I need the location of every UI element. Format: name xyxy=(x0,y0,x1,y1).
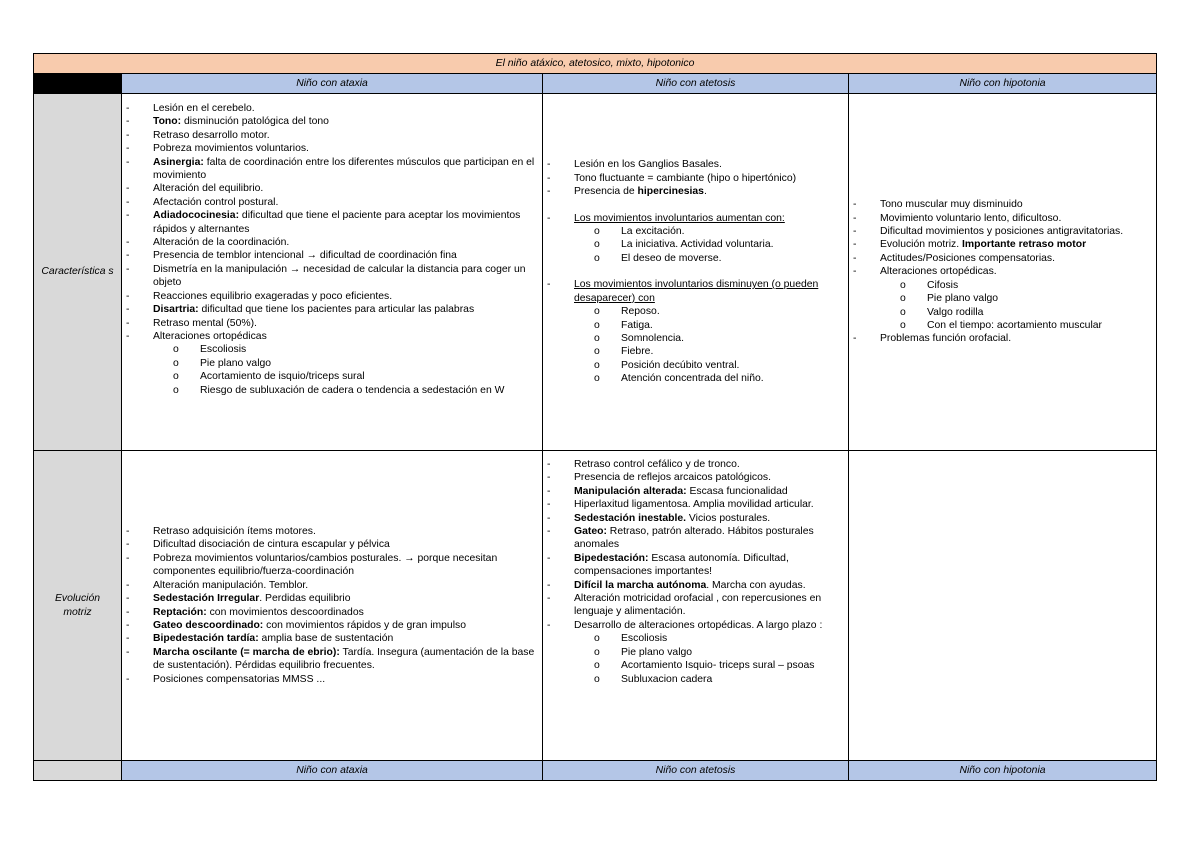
list-item xyxy=(126,592,538,605)
item-text: Tono muscular muy disminuido xyxy=(880,199,1023,211)
sub-list-item: o Fatiga. xyxy=(594,319,844,332)
footer-corner xyxy=(34,761,122,781)
item-text: dificultad que tiene los pacientes para articular las palabras xyxy=(198,304,475,316)
item-text: Actitudes/Posiciones compensatorias. xyxy=(880,252,1055,264)
sub-list-item: o Pie plano valgo xyxy=(900,292,1152,305)
sub-list-item: o Escoliosis xyxy=(173,343,538,356)
item-text: Movimiento voluntario lento, dificultoso. xyxy=(880,212,1062,224)
list-item xyxy=(126,156,538,183)
item-text: Presencia de temblor intencional → dificultad de coordinación fina xyxy=(153,250,457,262)
list-item xyxy=(126,115,538,128)
item-text: Los movimientos involuntarios aumentan con: xyxy=(574,212,785,224)
item-text: Pobreza movimientos voluntarios. xyxy=(153,143,309,155)
item-text: dificultad que tiene el paciente para aceptar los movimientos rápidos y alternantes xyxy=(153,210,521,235)
sub-list xyxy=(574,632,844,686)
item-text: Tono fluctuante = cambiante (hipo o hipertónico) xyxy=(574,172,797,184)
item-text: Lesión en el cerebelo. xyxy=(153,103,255,114)
sub-list-item: o Posición decúbito ventral. xyxy=(594,359,844,372)
list-item xyxy=(853,225,1152,238)
item-text: Alteración motricidad orofacial , con repercusiones en lenguaje y alimentación. xyxy=(574,593,822,618)
bold-text: hipercinesias xyxy=(637,186,704,198)
comparison-table xyxy=(33,53,1157,781)
list-item xyxy=(547,525,844,552)
row-label-text: Característica s xyxy=(41,266,114,278)
list-item xyxy=(547,278,844,385)
footer-hipotonia: Niño con hipotonia xyxy=(849,761,1157,781)
sub-list-item: o Con el tiempo: acortamiento muscular xyxy=(900,319,1152,332)
list-item xyxy=(126,673,538,686)
bold-text: Sedestación inestable. xyxy=(574,512,687,524)
list-item xyxy=(853,212,1152,225)
bold-text: Bipedestación: xyxy=(574,552,649,564)
item-text: . Perdidas equilibrio xyxy=(259,593,351,605)
list-item xyxy=(853,252,1152,265)
list-evol-atetosis xyxy=(547,458,844,686)
item-text: Desarrollo de alteraciones ortopédicas. A largo plazo : xyxy=(574,619,823,631)
list-caract-ataxia xyxy=(126,102,538,397)
list-item xyxy=(547,485,844,498)
list-caract-hipotonia xyxy=(853,198,1152,345)
item-text: Evolución motriz. xyxy=(880,239,962,251)
cell-caract-atetosis xyxy=(543,94,849,451)
list-item xyxy=(547,212,844,266)
sub-list xyxy=(880,279,1152,333)
item-text: disminución patológica del tono xyxy=(181,116,329,128)
list-item xyxy=(547,471,844,484)
row-label-text: Evolución motriz xyxy=(54,593,101,618)
sub-list-item: o Atención concentrada del niño. xyxy=(594,372,844,385)
list-item xyxy=(126,209,538,236)
item-text: Alteración del equilibrio. xyxy=(153,183,264,195)
list-item xyxy=(547,498,844,511)
sub-list-item: o Fiebre. xyxy=(594,345,844,358)
item-text: Retraso desarrollo motor. xyxy=(153,129,270,141)
list-item xyxy=(126,606,538,619)
list-item xyxy=(547,552,844,579)
item-text: Alteración de la coordinación. xyxy=(153,237,290,249)
sub-list-item: o Riesgo de subluxación de cadera o tendencia a sedestación en W xyxy=(173,384,538,397)
item-text: Pobreza movimientos voluntarios/cambios posturales. → porque necesitan componentes equilibrio/fuerza-coordinación xyxy=(153,552,498,578)
title-row xyxy=(34,54,1157,74)
list-item xyxy=(853,265,1152,332)
sub-list-item: o Pie plano valgo xyxy=(173,357,538,370)
item-text: Dificultad disociación de cintura escapular y pélvica xyxy=(153,539,390,551)
bold-text: Difícil la marcha autónoma xyxy=(574,579,707,591)
list-item xyxy=(547,458,844,471)
item-text: Alteración manipulación. Temblor. xyxy=(153,579,309,591)
sub-list xyxy=(574,305,844,385)
cell-evol-hipotonia xyxy=(849,451,1157,761)
sub-list-item: o Pie plano valgo xyxy=(594,646,844,659)
list-item xyxy=(126,317,538,330)
bold-text: Reptación: xyxy=(153,606,207,618)
list-item xyxy=(853,332,1152,345)
item-text: Vicios posturales. xyxy=(686,512,771,524)
list-item xyxy=(853,238,1152,251)
list-item xyxy=(853,198,1152,211)
sub-list xyxy=(574,225,844,265)
item-text: Afectación control postural. xyxy=(153,196,279,208)
list-caract-atetosis xyxy=(547,158,844,385)
list-item xyxy=(547,579,844,592)
list-item xyxy=(126,236,538,249)
bold-text: Adiadococinesia: xyxy=(153,210,240,222)
item-text: Presencia de reflejos arcaicos patológicos. xyxy=(574,472,771,484)
item-text: Lesión en los Ganglios Basales. xyxy=(574,159,722,171)
bold-text: Tono: xyxy=(153,116,182,128)
sub-list-item: o El deseo de moverse. xyxy=(594,252,844,265)
list-item xyxy=(126,196,538,209)
footer-row xyxy=(34,761,1157,781)
list-item xyxy=(126,538,538,551)
item-text: . Marcha con ayudas. xyxy=(706,579,806,591)
bold-text: Disartria: xyxy=(153,304,199,316)
list-item xyxy=(547,172,844,185)
list-item xyxy=(126,249,538,262)
bold-text: Manipulación alterada: xyxy=(574,485,687,497)
header-hipotonia: Niño con hipotonia xyxy=(849,74,1157,94)
list-item xyxy=(126,142,538,155)
list-item xyxy=(547,619,844,686)
cell-evol-atetosis xyxy=(543,451,849,761)
sub-list-item: o Escoliosis xyxy=(594,632,844,645)
list-item xyxy=(126,632,538,645)
document-table xyxy=(33,53,1156,781)
item-text: Escasa autonomía. Dificultad, compensaciones importantes! xyxy=(574,552,789,578)
list-item xyxy=(126,552,538,579)
list-item xyxy=(126,303,538,316)
row-label-evolucion xyxy=(34,451,122,761)
item-text: Retraso mental (50%). xyxy=(153,317,257,329)
item-text: Dificultad movimientos y posiciones antigravitatorias. xyxy=(880,226,1124,238)
list-item xyxy=(126,102,538,115)
cell-caract-ataxia xyxy=(122,94,543,451)
list-item xyxy=(547,185,844,198)
item-text: . xyxy=(703,186,707,198)
row-caracteristicas xyxy=(34,94,1157,451)
item-text: Posiciones compensatorias MMSS ... xyxy=(153,673,326,685)
item-text: Alteraciones ortopédicas xyxy=(153,330,267,342)
cell-caract-hipotonia xyxy=(849,94,1157,451)
list-item xyxy=(126,182,538,195)
table-title: El niño atáxico, atetosico, mixto, hipotonico xyxy=(34,54,1157,74)
item-text: Tardía. Insegura (aumentación de la base de sustentación). Pérdidas equilibrio frecuentes. xyxy=(153,646,535,672)
sub-list-item: o La iniciativa. Actividad voluntaria. xyxy=(594,238,844,251)
list-item xyxy=(547,592,844,619)
bold-text: Marcha oscilante (= marcha de ebrio): xyxy=(153,646,340,658)
bold-text: Sedestación Irregular xyxy=(153,593,260,605)
sub-list-item: o Valgo rodilla xyxy=(900,306,1152,319)
bold-text: Asinergia: xyxy=(153,156,204,168)
bold-text: Importante retraso motor xyxy=(962,239,1087,251)
list-item xyxy=(547,512,844,525)
item-text: con movimientos descoordinados xyxy=(206,606,364,618)
item-text: Retraso adquisición ítems motores. xyxy=(153,526,316,538)
row-evolucion xyxy=(34,451,1157,761)
item-text: Hiperlaxitud ligamentosa. Amplia movilidad articular. xyxy=(574,499,814,511)
item-text: Los movimientos involuntarios disminuyen (o pueden desaparecer) con xyxy=(574,279,819,304)
header-ataxia: Niño con ataxia xyxy=(122,74,543,94)
list-item xyxy=(126,579,538,592)
sub-list-item: o Acortamiento de isquio/triceps sural xyxy=(173,370,538,383)
row-label-caracteristicas xyxy=(34,94,122,451)
header-atetosis: Niño con atetosis xyxy=(543,74,849,94)
sub-list-item: o Cifosis xyxy=(900,279,1152,292)
item-text: falta de coordinación entre los diferentes músculos que participan en el movimiento xyxy=(153,156,535,182)
list-evol-ataxia xyxy=(126,525,538,686)
footer-ataxia: Niño con ataxia xyxy=(122,761,543,781)
bold-text: Bipedestación tardía: xyxy=(153,633,259,645)
item-text: Retraso, patrón alterado. Hábitos posturales anomales xyxy=(574,526,814,551)
sub-list-item: o Somnolencia. xyxy=(594,332,844,345)
list-item xyxy=(126,290,538,303)
bold-text: Gateo descoordinado: xyxy=(153,619,264,631)
header-row xyxy=(34,74,1157,94)
sub-list-item: o Subluxacion cadera xyxy=(594,673,844,686)
cell-evol-ataxia xyxy=(122,451,543,761)
item-text: Presencia de xyxy=(574,186,638,198)
list-item xyxy=(126,525,538,538)
item-text: Dismetría en la manipulación → necesidad de calcular la distancia para coger un objeto xyxy=(153,263,526,289)
list-item xyxy=(126,129,538,142)
item-text: Retraso control cefálico y de tronco. xyxy=(574,459,740,470)
footer-atetosis: Niño con atetosis xyxy=(543,761,849,781)
item-text: Escasa funcionalidad xyxy=(686,485,788,497)
item-text: Reacciones equilibrio exageradas y poco eficientes. xyxy=(153,290,393,302)
list-item xyxy=(126,646,538,673)
item-text: Alteraciones ortopédicas. xyxy=(880,266,997,278)
item-text: amplia base de sustentación xyxy=(258,633,394,645)
sub-list-item: o Acortamiento Isquio- triceps sural – psoas xyxy=(594,659,844,672)
sub-list xyxy=(153,343,538,397)
header-corner xyxy=(34,74,122,94)
sub-list-item: o La excitación. xyxy=(594,225,844,238)
list-item xyxy=(547,158,844,171)
sub-list-item: o Reposo. xyxy=(594,305,844,318)
item-text: con movimientos rápidos y de gran impulso xyxy=(263,619,466,631)
item-text: Problemas función orofacial. xyxy=(880,333,1012,345)
list-item xyxy=(126,619,538,632)
list-item xyxy=(126,330,538,397)
bold-text: Gateo: xyxy=(574,526,607,538)
list-item xyxy=(126,263,538,290)
